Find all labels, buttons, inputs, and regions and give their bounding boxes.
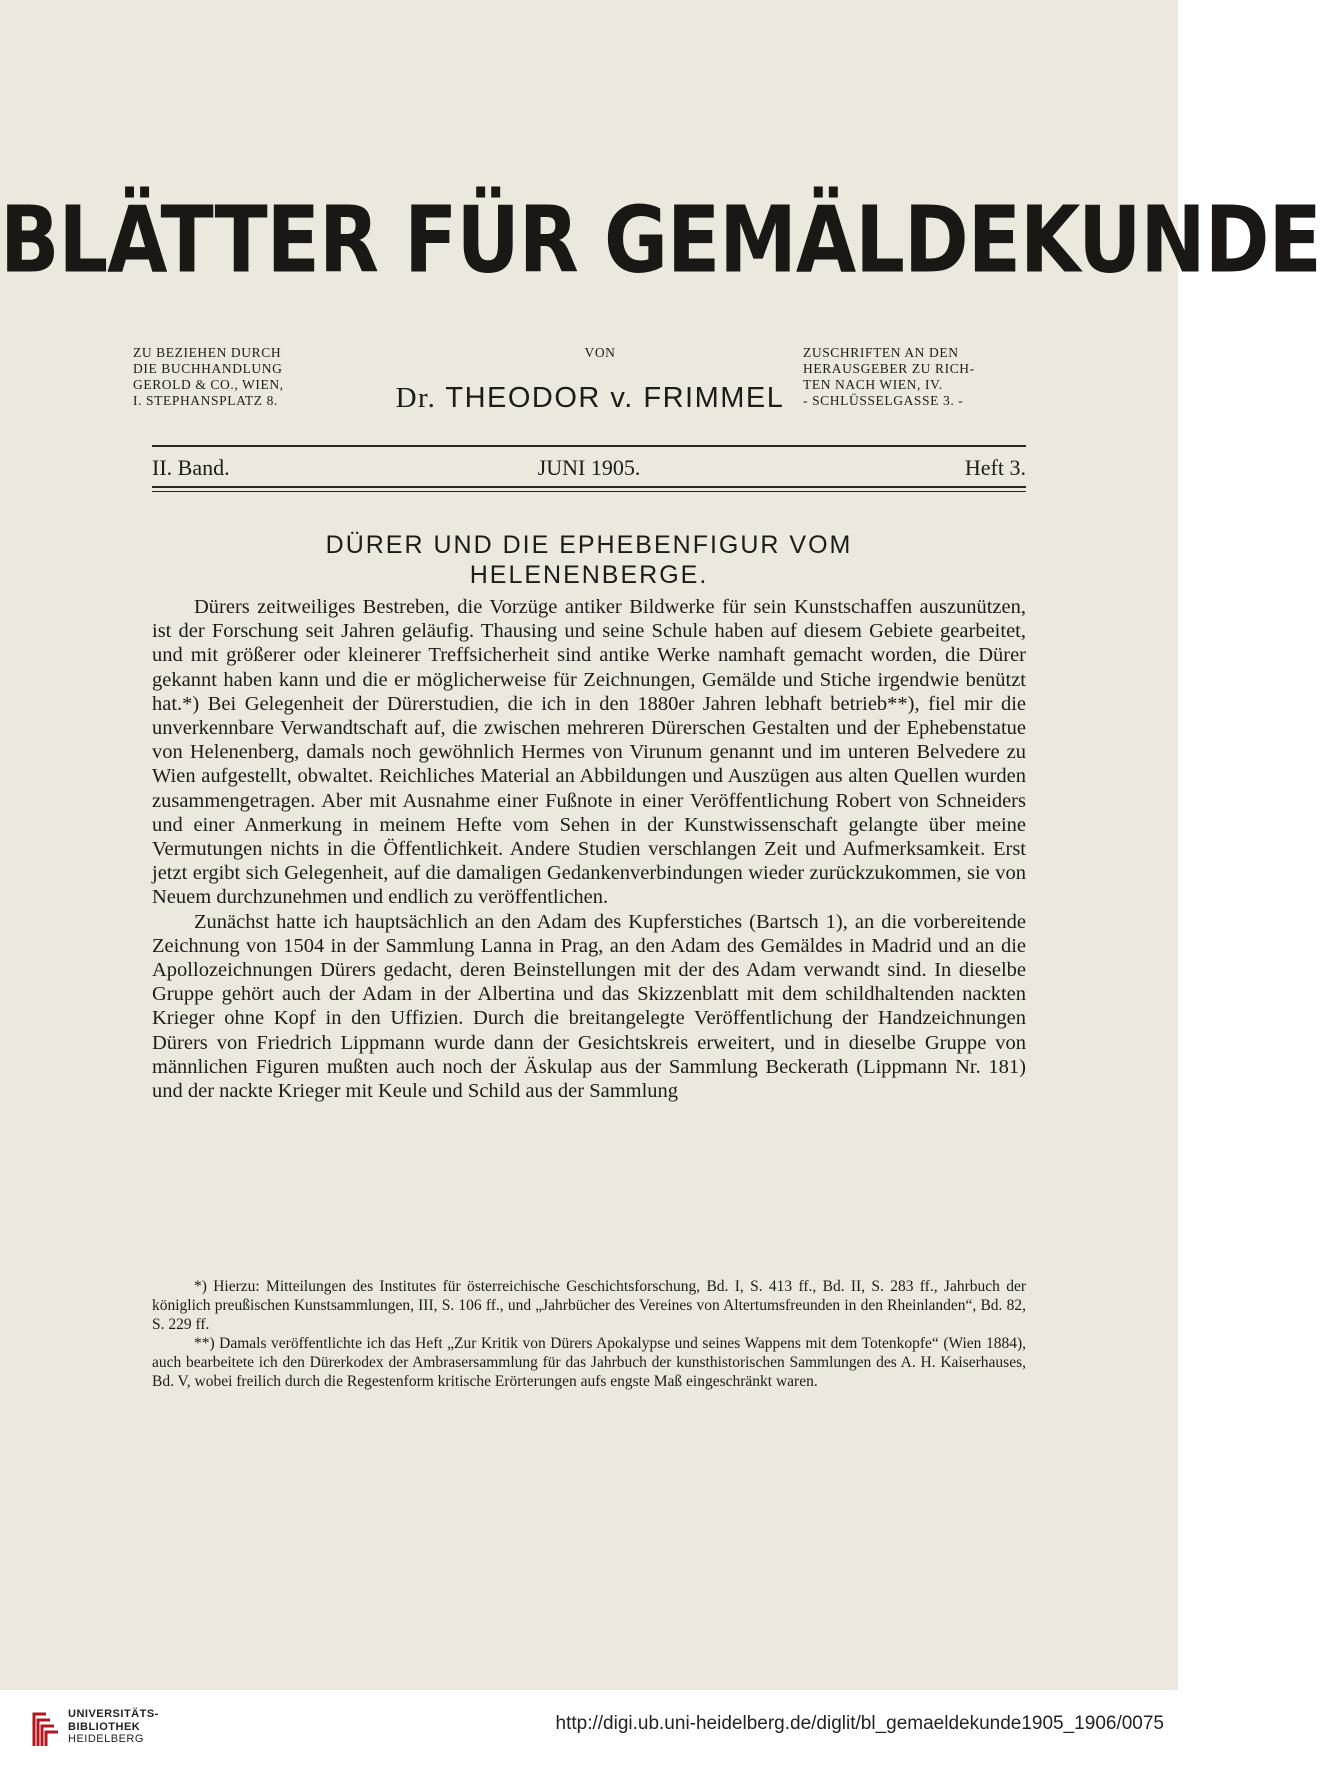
address-line: TEN NACH WIEN, IV. [803, 377, 943, 392]
library-line: HEIDELBERG [68, 1733, 144, 1745]
publisher-distributor [133, 345, 363, 409]
library-name [68, 1708, 159, 1746]
top-rule [152, 445, 1026, 447]
library-logo-icon [28, 1706, 62, 1750]
editor-by-label: VON [584, 345, 616, 360]
journal-masthead: BLÄTTER FÜR GEMÄLDEKUNDE [0, 187, 1321, 295]
address-line: ZUSCHRIFTEN AN DEN [803, 345, 959, 360]
article-heading [152, 530, 1026, 590]
publisher-line: ZU BEZIEHEN DURCH [133, 345, 282, 360]
heading-line: DÜRER UND DIE EPHEBENFIGUR VOM [325, 531, 853, 559]
article-body [152, 595, 1026, 1103]
footnotes [152, 1277, 1026, 1391]
library-line: UNIVERSITÄTS- [68, 1708, 159, 1720]
paragraph: Dürers zeitweiliges Bestreben, die Vorzüge antiker Bildwerke für sein Kunstschaffen auszunützen, ist der Forschung seit Jahren geläufig. Thausing und seine Schule haben auf diesem Gebiete gearbeitet, und mit größerer oder kleinerer Treffsicherheit sind antike Werke namhaft gemacht worden, die Dürer gekannt haben kann und die er möglicherweise für Zeichnungen, Gemälde und Stiche irgendwie benützt hat.*) Bei Gelegenheit der Dürerstudien, die ich in den 1880er Jahren lebhaft betrieb**), fiel mir die unverkennbare Verwandtschaft auf, die zwischen mehreren Dürerschen Gestalten und der Ephebenstatue von Helenenberg, damals noch gewöhnlich Hermes von Virunum genannt und im unteren Belvedere zu Wien aufgestellt, obwaltet. Reichliches Material an Abbildungen und Auszügen aus alten Quellen wurden zusammengetragen. Aber mit Ausnahme einer Fußnote in einer Veröffentlichung Robert von Schneiders und einer Anmerkung in meinem Hefte vom Sehen in der Kunstwissenschaft gelangte über meine Vermutungen nichts in die Öffentlichkeit. Andere Studien verschlangen Zeit und Aufmerksamkeit. Erst jetzt ergibt sich Gelegenheit, auf die damaligen Gedankenverbindungen wieder zurückzukommen, sie von Neuem durchzunehmen und endlich zu veröffentlichen. [152, 596, 1026, 909]
publisher-line: DIE BUCHHANDLUNG [133, 361, 283, 376]
footnote: *) Hierzu: Mitteilungen des Institutes für österreichische Geschichtsforschung, Bd. I, S. 413 ff., Bd. II, S. 283 ff., Jahrbuch der königlich preußischen Kunstsammlungen, III, S. 106 ff., und „Jahrbücher des Vereines von Altertumsfreunden in den Rheinlanden“, Bd. 82, S. 229 ff. [152, 1278, 1026, 1333]
bottom-rule-thin [152, 491, 1026, 492]
paragraph: Zunächst hatte ich hauptsächlich an den Adam des Kupferstiches (Bartsch 1), an die vorbereitende Zeichnung von 1504 in der Sammlung Lanna in Prag, an den Adam des Gemäldes in Madrid und an die Apollozeichnungen Dürers gedacht, deren Beinstellungen mit der des Adam verwandt sind. In dieselbe Gruppe gehört auch der Adam in der Albertina und das Skizzenblatt mit dem schildhaltenden nackten Krieger ohne Kopf in den Uffizien. Durch die breitangelegte Veröffentlichung der Handzeichnungen Dürers von Friedrich Lippmann wurde dann der Gesichtskreis erweitert, und in dieselbe Gruppe von männlichen Figuren mußten auch noch der Äskulap aus der Sammlung Beckerath (Lippmann Nr. 181) und der nackte Krieger mit Keule und Schild aus der Sammlung [152, 910, 1026, 1103]
issue-number: Heft 3. [964, 455, 1026, 480]
issue-volume: II. Band. [152, 455, 230, 480]
editor-fullname: THEODOR v. FRIMMEL [445, 382, 785, 414]
library-line: BIBLIOTHEK [68, 1720, 141, 1733]
bottom-rule [152, 486, 1026, 488]
address-line: - SCHLÜSSELGASSE 3. - [803, 393, 964, 408]
address-line: HERAUSGEBER ZU RICH- [803, 361, 975, 376]
editor-address [803, 345, 1033, 409]
issue-date: JUNI 1905. [537, 455, 641, 480]
heading-line: HELENENBERGE. [469, 561, 709, 589]
permalink[interactable]: http://digi.ub.uni-heidelberg.de/diglit/bl_gemaeldekunde1905_1906/0075 [555, 1713, 1164, 1734]
publisher-line: GEROLD & CO., WIEN, [133, 377, 284, 392]
footnote: **) Damals veröffentlichte ich das Heft „Zur Kritik von Dürers Apokalypse und seines Wappens mit dem Totenkopfe“ (Wien 1884), auch bearbeitete ich den Dürerkodex der Ambrasersammlung für das Jahrbuch der kunsthistorischen Sammlungen des A. H. Kaiserhauses, Bd. V, wobei freilich durch die Regestenform kritische Erörterungen aufs engste Maß eingeschränkt waren. [152, 1335, 1026, 1390]
editor-title: Dr. [395, 382, 437, 414]
publisher-line: I. STEPHANSPLATZ 8. [133, 393, 278, 408]
editor-name [360, 382, 820, 415]
